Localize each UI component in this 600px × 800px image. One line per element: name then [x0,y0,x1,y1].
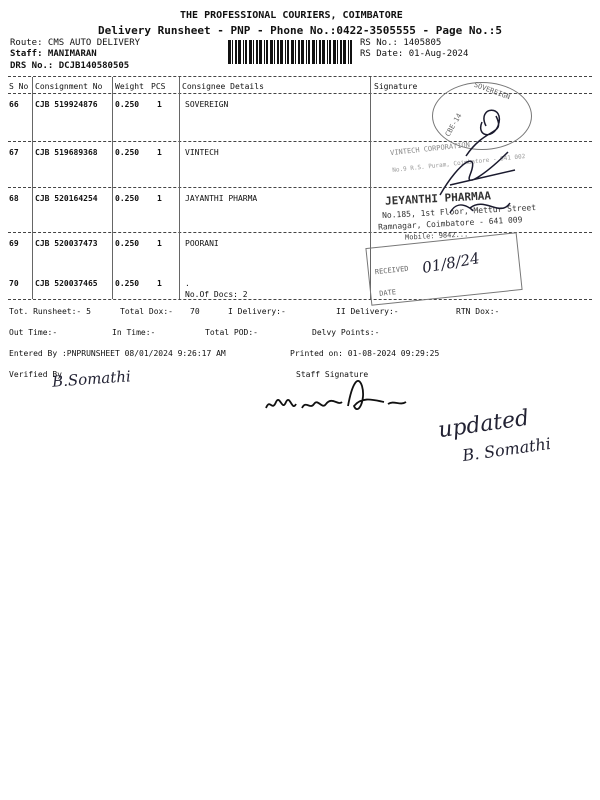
barcode-bar [264,40,265,64]
barcode-bar [301,40,304,64]
barcode-bar [337,40,338,64]
stamp-text: SOVEREIGN [472,80,512,102]
row-consignment: CJB 519689368 [35,148,98,157]
barcode-bar [348,40,349,64]
barcode-bar [312,40,315,64]
barcode-bar [327,40,328,64]
col-header-pcs: PCS [151,82,166,91]
i-delivery: I Delivery:- [228,307,286,316]
barcode-bar [228,40,231,64]
barcode-bar [245,40,247,64]
row-pcs: 1 [157,100,162,109]
stamp-text: CBE-14 [443,112,464,138]
col-sep [112,77,113,299]
barcode-bar [287,40,289,64]
barcode-bar [333,40,336,64]
drs-number: DRS No.: DCJB140580505 [10,61,130,71]
col-sep [32,77,33,299]
barcode-bar [238,40,241,64]
col-header-signature: Signature [374,82,418,91]
out-time: Out Time:- [9,328,58,337]
runsheet-title: Delivery Runsheet - PNP - Phone No.:0422-3505555 - Page No.:5 [98,24,502,37]
jayanthi-address-1: No.185, 1st Floor, Mettur Street [381,202,537,221]
verified-by-label: Verified By [9,370,62,379]
row-weight: 0.250 [115,148,140,157]
rs-number: RS No.: 1405805 [360,38,442,48]
row-consignee: JAYANTHI PHARMA [185,194,258,203]
vintech-address: No.9 R.S. Puram, Coimbatore - 641 002 [392,153,526,174]
rule-bottom [8,299,592,300]
received-label: RECEIVED [374,264,409,277]
row-sno: 68 [9,194,19,203]
barcode-bar [319,40,321,64]
staff-signature-label: Staff Signature [296,370,369,379]
barcode-bar [285,40,286,64]
rtn-dox: RTN Dox:- [456,307,500,316]
row-consignee: POORANI [185,239,219,248]
barcode-bar [306,40,307,64]
handwritten-signature [440,188,520,228]
barcode-bar [295,40,296,64]
col-header-weight: Weight [115,82,144,91]
row-weight: 0.250 [115,239,140,248]
row-consignment: CJB 520037465 [35,279,98,288]
row-pcs: 1 [157,239,162,248]
barcode-bar [291,40,294,64]
vintech-stamp: VINTECH CORPORATION [389,140,471,158]
updated-note: updated [436,405,531,444]
date-label: DATE [378,288,397,298]
row-weight: 0.250 [115,279,140,288]
barcode-bar [329,40,331,64]
barcode-bar [340,40,342,64]
barcode-bar [270,40,273,64]
barcode-bar [298,40,300,64]
total-pod: Total POD:- [205,328,258,337]
barcode-bar [235,40,237,64]
row-pcs: 1 [157,148,162,157]
col-header-consignee: Consignee Details [182,82,264,91]
row-pcs: 1 [157,279,162,288]
updated-name: B. Somathi [461,433,552,466]
row-consignment: CJB 520037473 [35,239,98,248]
rule-top [8,76,592,77]
barcode-bar [249,40,252,64]
printed-on: Printed on: 01-08-2024 09:29:25 [290,349,440,358]
tot-runsheet: Tot. Runsheet:- 5 [9,307,91,316]
ii-delivery: II Delivery:- [336,307,399,316]
row-consignee: VINTECH [185,148,219,157]
row-pcs: 1 [157,194,162,203]
row-sno: 69 [9,239,19,248]
barcode-bar [253,40,254,64]
jayanthi-stamp: JEYANTHI PHARMAA [384,189,492,208]
row-consignment: CJB 520164254 [35,194,98,203]
barcode-bar [316,40,317,64]
row-sno: 70 [9,279,19,288]
total-dox-value: 70 [190,307,200,316]
barcode-bar [232,40,233,64]
barcode-bar [350,40,352,64]
col-header-consignment: Consignment No [35,82,103,91]
barcode-bar [277,40,279,64]
barcode-bar [243,40,244,64]
delvy-points: Delvy Points:- [312,328,380,337]
row-sno: 67 [9,148,19,157]
barcode-bar [322,40,325,64]
row-weight: 0.250 [115,194,140,203]
staff-signature-image [262,372,422,422]
col-header-sno: S No [9,82,29,91]
barcode-image [228,40,354,64]
row-consignment: CJB 519924876 [35,100,98,109]
staff-label: Staff: MANIMARAN [10,49,97,59]
row-weight: 0.250 [115,100,140,109]
col-sep [179,77,180,299]
jayanthi-address-2: Ramnagar, Coimbatore - 641 009 [377,215,523,232]
in-time: In Time:- [112,328,156,337]
docs-count: No.Of Docs: 2 [185,290,248,299]
entered-by: Entered By :PNPRUNSHEET 08/01/2024 9:26:17 AM [9,349,226,358]
rs-date: RS Date: 01-Aug-2024 [360,49,469,59]
row-consignee: . [185,279,190,288]
barcode-bar [280,40,283,64]
barcode-bar [256,40,258,64]
route-label: Route: CMS AUTO DELIVERY [10,38,141,48]
barcode-bar [259,40,262,64]
barcode-bar [274,40,275,64]
barcode-bar [343,40,346,64]
barcode-bar [266,40,268,64]
total-dox-label: Total Dox:- [120,307,173,316]
verified-by-signature: B.Somathi [51,367,132,391]
barcode-bar [308,40,310,64]
received-date-handwritten: 01/8/24 [420,249,481,277]
row-consignee: SOVEREIGN [185,100,229,109]
company-name: THE PROFESSIONAL COURIERS, COIMBATORE [180,10,403,21]
jayanthi-mobile: Mobile: 9842... [404,230,469,242]
row-sno: 66 [9,100,19,109]
